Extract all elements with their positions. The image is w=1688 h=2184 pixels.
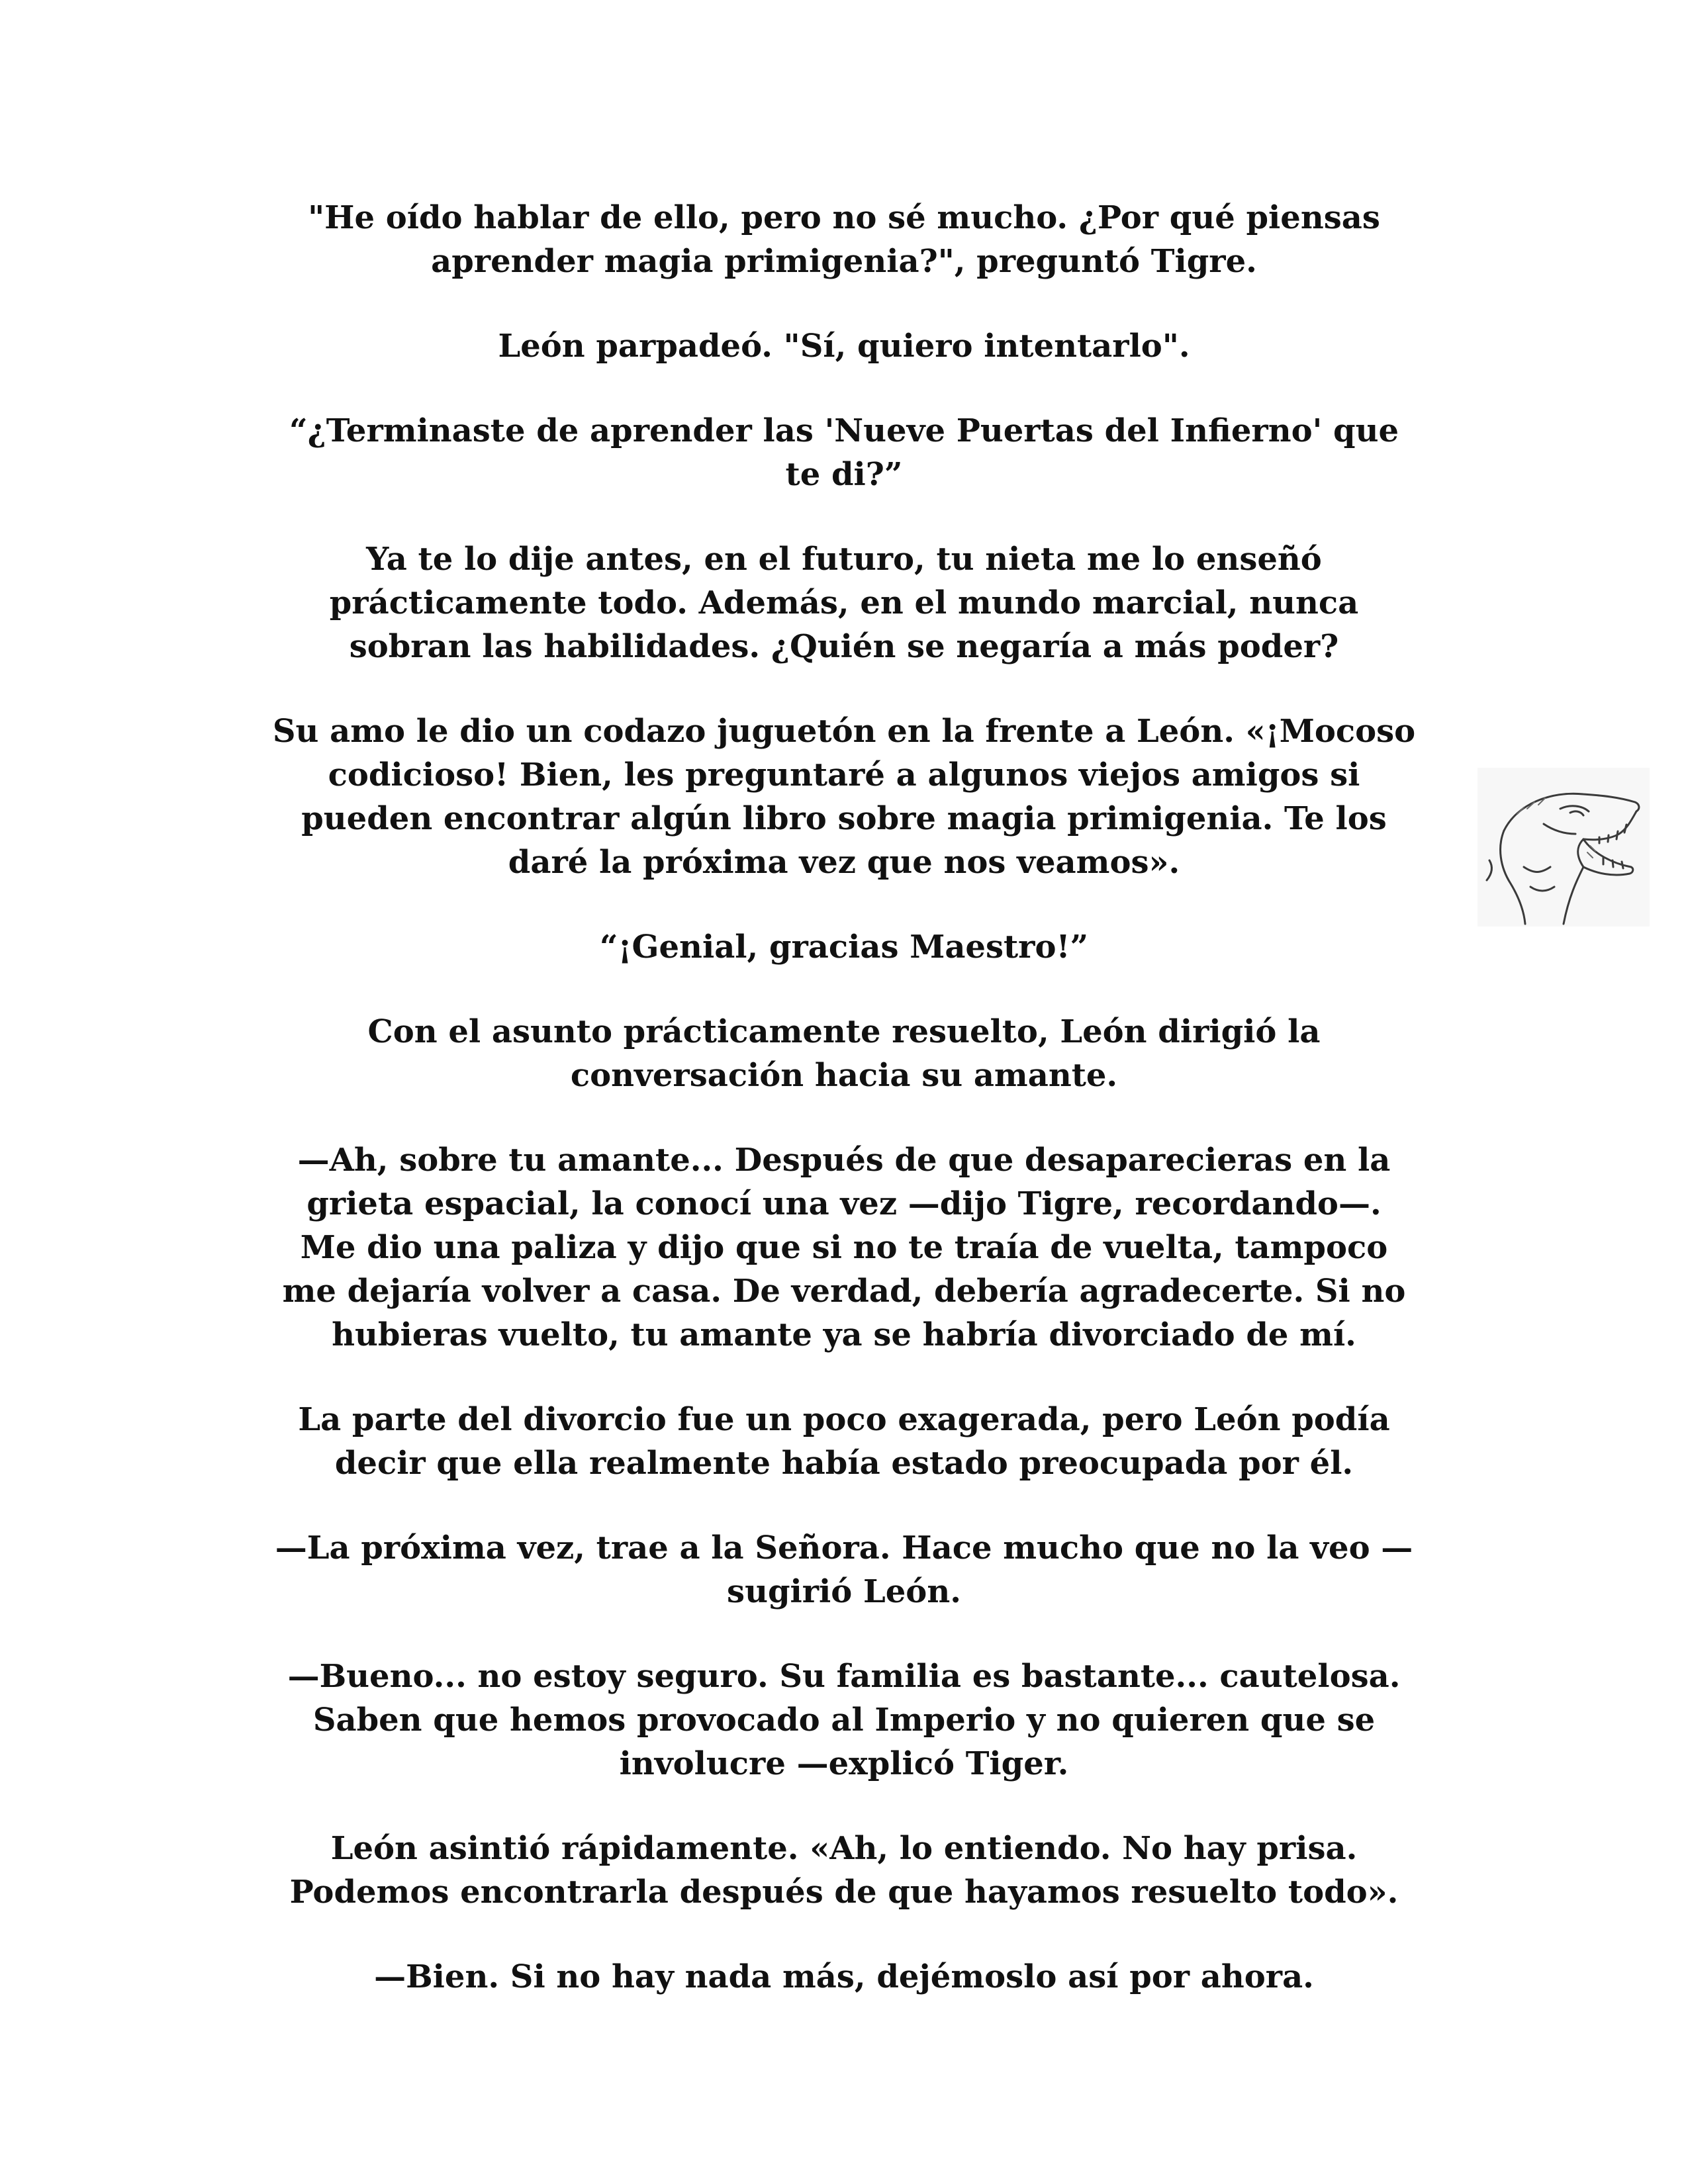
text-line: pueden encontrar algún libro sobre magia primigenia. Te los	[301, 800, 1387, 837]
text-line: Me dio una paliza y dijo que si no te traía de vuelta, tampoco	[300, 1229, 1388, 1266]
body-text	[218, 196, 1470, 2040]
text-line: —La próxima vez, trae a la Señora. Hace mucho que no la veo —	[275, 1529, 1413, 1567]
text-line: León parpadeó. "Sí, quiero intentarlo".	[498, 328, 1190, 365]
text-line: Saben que hemos provocado al Imperio y no quieren que se	[312, 1702, 1376, 1739]
paragraph	[218, 1010, 1470, 1097]
text-line: —Bien. Si no hay nada más, dejémoslo así por ahora.	[374, 1958, 1314, 1995]
text-line: —Ah, sobre tu amante... Después de que desaparecieras en la	[297, 1142, 1391, 1179]
paragraph	[218, 537, 1470, 668]
text-line: sobran las habilidades. ¿Quién se negaría a más poder?	[349, 628, 1339, 665]
text-line: codicioso! Bien, les preguntaré a algunos viejos amigos si	[328, 756, 1360, 794]
paragraph	[218, 324, 1470, 368]
text-line: Su amo le dio un codazo juguetón en la frente a León. «¡Mocoso	[272, 713, 1416, 750]
text-line: aprender magia primigenia?", preguntó Tigre.	[431, 243, 1257, 280]
text-line: prácticamente todo. Además, en el mundo marcial, nunca	[329, 584, 1359, 621]
text-line: León asintió rápidamente. «Ah, lo entiendo. No hay prisa.	[330, 1830, 1358, 1867]
paragraph	[218, 709, 1470, 884]
text-line: daré la próxima vez que nos veamos».	[508, 844, 1180, 881]
text-line: involucre —explicó Tiger.	[619, 1745, 1069, 1782]
paragraph	[218, 409, 1470, 496]
text-line: La parte del divorcio fue un poco exagerada, pero León podía	[298, 1401, 1390, 1438]
text-line: grieta espacial, la conocí una vez —dijo Tigre, recordando—.	[306, 1185, 1382, 1222]
text-line: Podemos encontrarla después de que hayamos resuelto todo».	[289, 1874, 1399, 1911]
paragraph	[218, 196, 1470, 283]
text-line: decir que ella realmente había estado preocupada por él.	[334, 1445, 1354, 1482]
paragraph	[218, 1955, 1470, 1999]
text-line: me dejaría volver a casa. De verdad, debería agradecerte. Si no	[282, 1273, 1406, 1310]
text-line: sugirió León.	[727, 1573, 961, 1610]
text-line: hubieras vuelto, tu amante ya se habría divorciado de mí.	[332, 1316, 1356, 1353]
text-line: "He oído hablar de ello, pero no sé mucho. ¿Por qué piensas	[308, 199, 1380, 236]
paragraph	[218, 1655, 1470, 1786]
paragraph	[218, 1138, 1470, 1357]
text-line: conversación hacia su amante.	[570, 1057, 1118, 1094]
paragraph	[218, 1526, 1470, 1614]
text-line: —Bueno... no estoy seguro. Su familia es bastante... cautelosa.	[287, 1658, 1401, 1695]
text-line: Con el asunto prácticamente resuelto, León dirigió la	[367, 1013, 1321, 1050]
paragraph	[218, 1398, 1470, 1485]
text-line: “¡Genial, gracias Maestro!”	[599, 929, 1089, 966]
paragraph	[218, 925, 1470, 969]
paragraph	[218, 1827, 1470, 1914]
text-line: “¿Terminaste de aprender las 'Nueve Puertas del Infierno' que	[289, 412, 1399, 449]
dinosaur-head-sketch-icon	[1477, 768, 1650, 927]
text-line: Ya te lo dije antes, en el futuro, tu nieta me lo enseñó	[366, 541, 1322, 578]
text-line: te di?”	[785, 456, 903, 493]
